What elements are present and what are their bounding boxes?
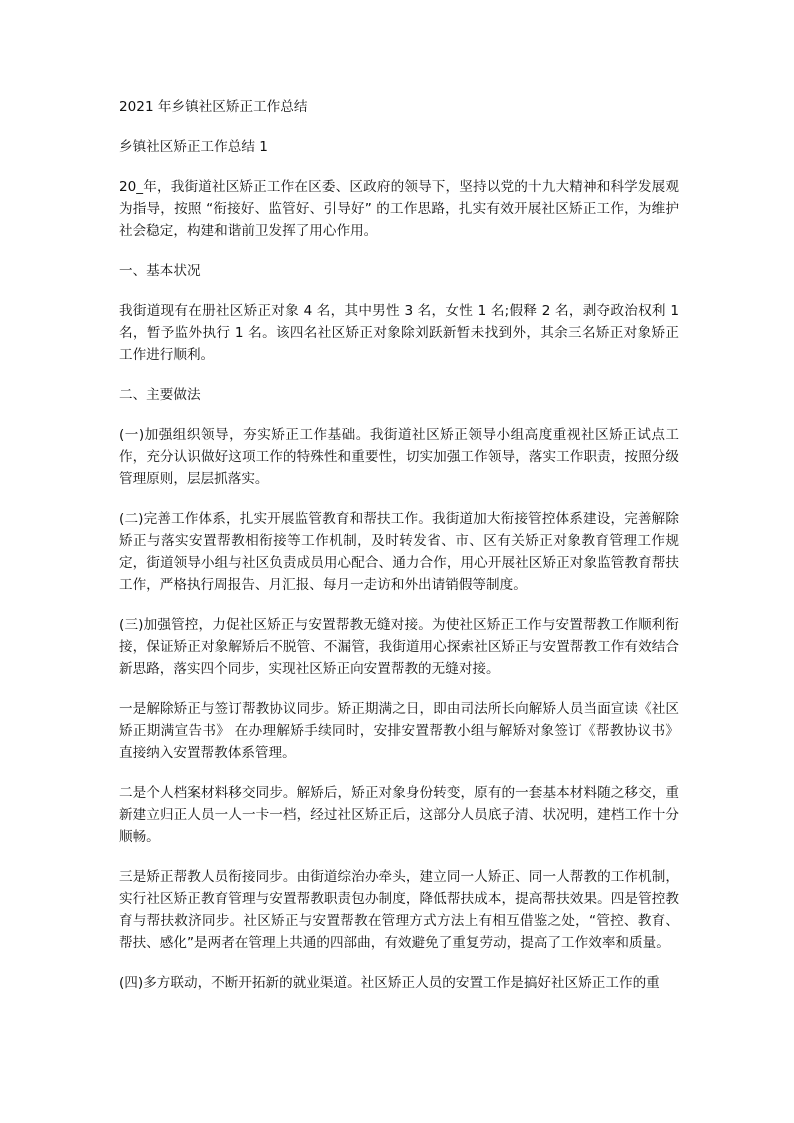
section-heading-basic-situation: 一、基本状况	[119, 263, 201, 279]
section-heading-main-practices: 二、主要做法	[119, 387, 201, 403]
practice-paragraph-3: (三)加强管控，力促社区矫正与安置帮教无缝对接。为使社区矫正工作与安置帮教工作顺利衔接，保证矫正对象解矫后不脱管、不漏管，我街道用心探索社区矫正与安置帮教工作有效结合新思路，落实四个同步，实现社区矫正向安置帮教的无缝对接。	[119, 617, 679, 677]
sync-paragraph-2: 二是个人档案材料移交同步。解矫后，矫正对象身份转变，原有的一套基本材料随之移交，重新建立归正人员一人一卡一档，经过社区矫正后，这部分人员底子清、状况明，建档工作十分顺畅。	[119, 785, 679, 845]
basic-situation-paragraph: 我街道现有在册社区矫正对象 4 名，其中男性 3 名，女性 1 名;假释 2 名，剥夺政治权利 1 名，暂予监外执行 1 名。该四名社区矫正对象除刘跃新暂未找到外，其余三名矫正对象矫正工作进行顺利。	[119, 303, 679, 363]
practice-paragraph-1: (一)加强组织领导，夯实矫正工作基础。我街道社区矫正领导小组高度重视社区矫正试点工作，充分认识做好这项工作的特殊性和重要性，切实加强工作领导，落实工作职责，按照分级管理原则，层层抓落实。	[119, 427, 679, 487]
document-page	[119, 96, 679, 994]
practice-paragraph-4: (四)多方联动，不断开拓新的就业渠道。社区矫正人员的安置工作是搞好社区矫正工作的重	[119, 975, 660, 991]
sync-paragraph-1: 一是解除矫正与签订帮教协议同步。矫正期满之日，即由司法所长向解矫人员当面宣读《社区矫正期满宣告书》 在办理解矫手续同时，安排安置帮教小组与解矫对象签订《帮教协议书》 直接纳入安置帮教体系管理。	[119, 701, 679, 761]
document-title: 2021 年乡镇社区矫正工作总结	[119, 99, 308, 115]
document-subtitle: 乡镇社区矫正工作总结 1	[119, 139, 268, 155]
sync-paragraph-3: 三是矫正帮教人员衔接同步。由街道综治办牵头，建立同一人矫正、同一人帮教的工作机制，实行社区矫正教育管理与安置帮教职责包办制度，降低帮扶成本，提高帮扶效果。四是管控教育与帮扶救济同步。社区矫正与安置帮教在管理方式方法上有相互借鉴之处，“管控、教育、帮扶、感化”是两者在管理上共通的四部曲，有效避免了重复劳动，提高了工作效率和质量。	[119, 869, 679, 951]
intro-paragraph: 20_年，我街道社区矫正工作在区委、区政府的领导下，坚持以党的十九大精神和科学发展观为指导，按照 “衔接好、监管好、引导好” 的工作思路，扎实有效开展社区矫正工作，为维护社会稳定，构建和谐前卫发挥了用心作用。	[119, 179, 679, 239]
practice-paragraph-2: (二)完善工作体系，扎实开展监管教育和帮扶工作。我街道加大衔接管控体系建设，完善解除矫正与落实安置帮教相衔接等工作机制，及时转发省、市、区有关矫正对象教育管理工作规定，街道领导小组与社区负责成员用心配合、通力合作，用心开展社区矫正对象监管教育帮扶工作，严格执行周报告、月汇报、每月一走访和外出请销假等制度。	[119, 511, 679, 593]
